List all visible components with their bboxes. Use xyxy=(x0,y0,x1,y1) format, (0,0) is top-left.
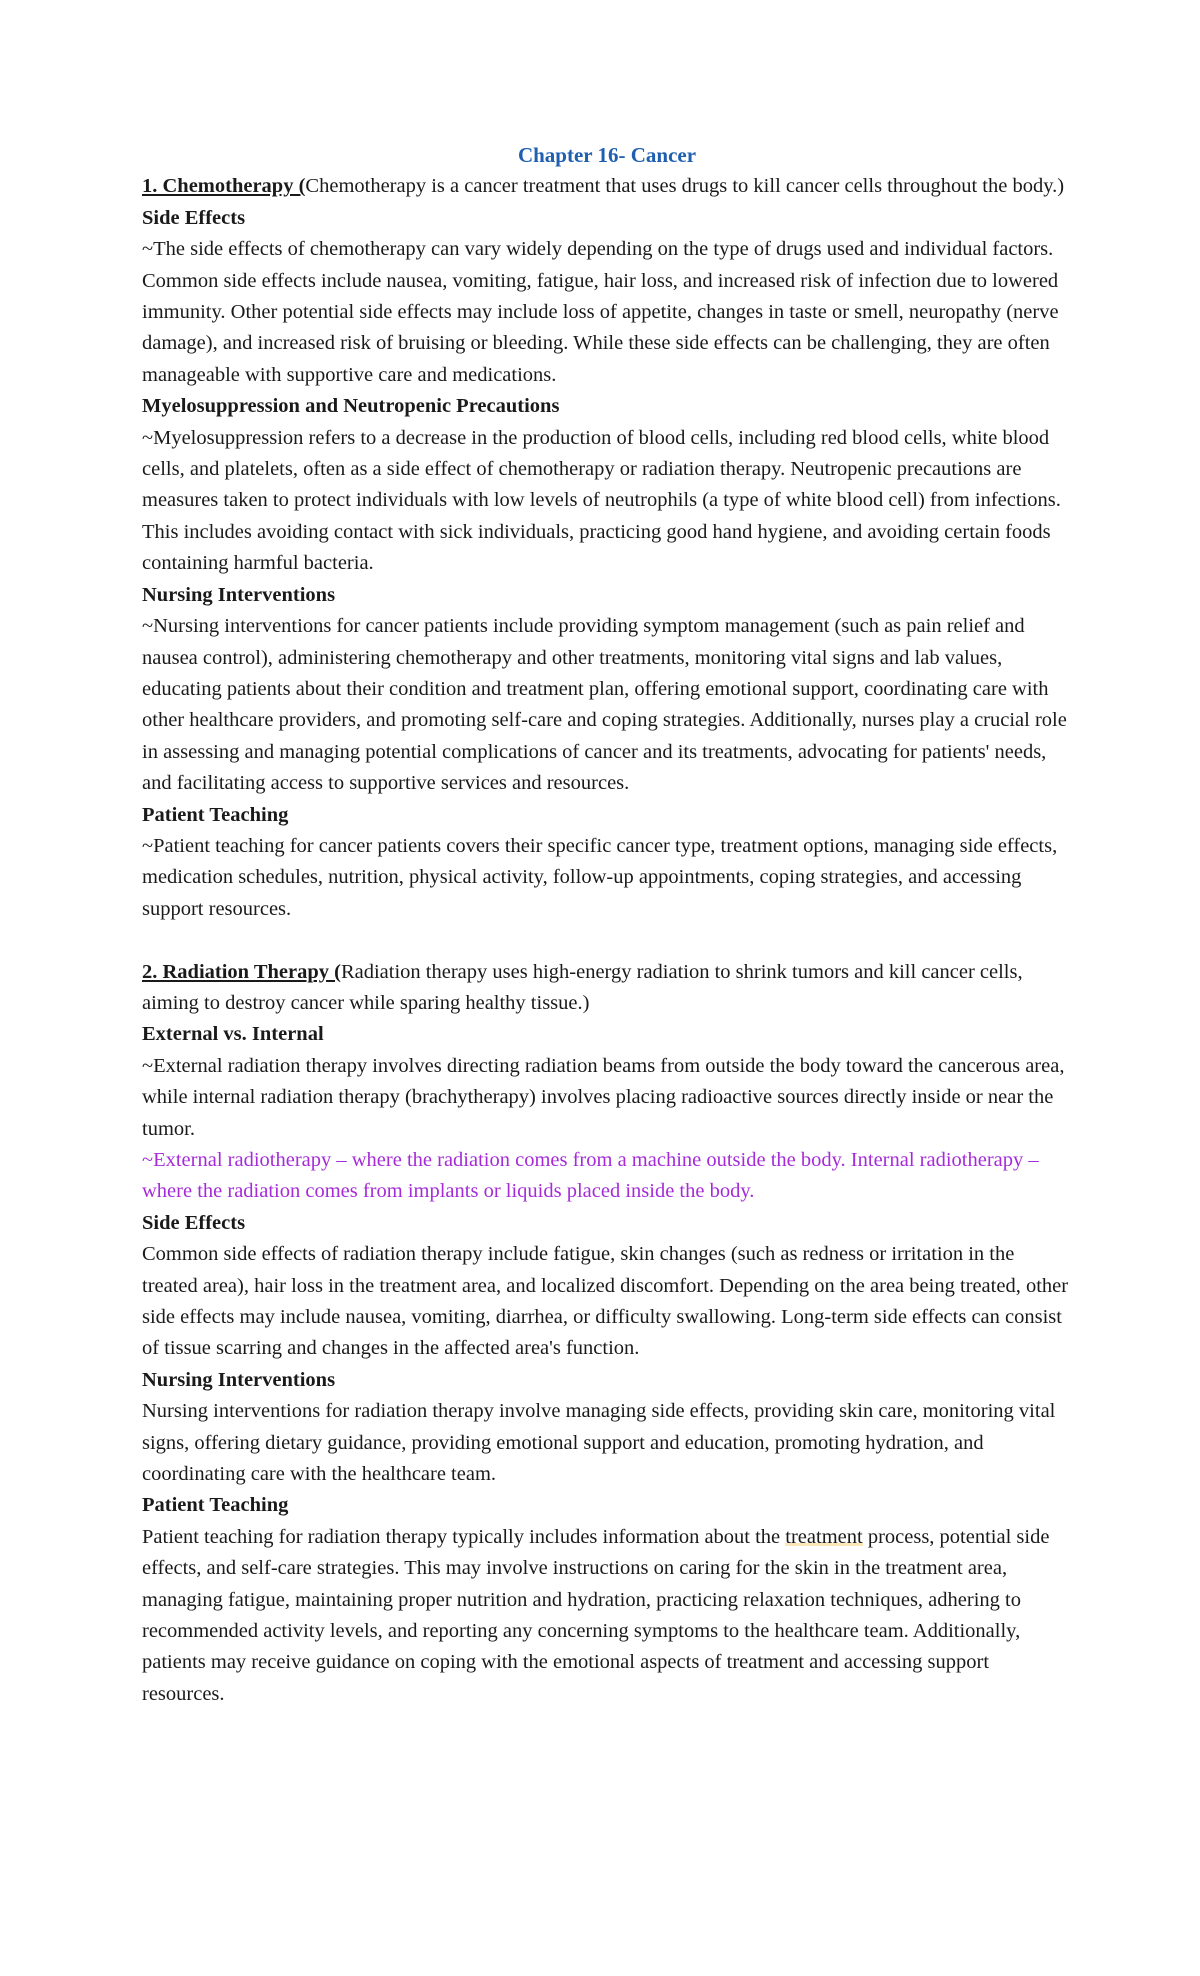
chemotherapy-intro xyxy=(142,171,1072,202)
chemo-teaching-text: ~Patient teaching for cancer patients covers their specific cancer type, treatment options, managing side effects, medication schedules, nutrition, physical activity, follow-up appointments, coping strategies, and accessing support resources. xyxy=(142,834,1058,920)
radiation-teaching-text xyxy=(142,1522,1072,1710)
chemotherapy-heading: 1. Chemotherapy ( xyxy=(142,175,306,198)
radiation-nursing-text: Nursing interventions for radiation therapy involve managing side effects, providing skin care, monitoring vital signs, offering dietary guidance, providing emotional support and education, promoting hydration, and coordinating care with the healthcare team. xyxy=(142,1400,1056,1486)
radiation-side-effects-heading: Side Effects xyxy=(142,1211,246,1234)
external-internal-text: ~External radiation therapy involves directing radiation beams from outside the body toward the cancerous area, while internal radiation therapy (brachytherapy) involves placing radioactive sources directly inside or near the tumor. xyxy=(142,1054,1065,1140)
radiation-teaching-text-part-a: Patient teaching for radiation therapy typically includes information about the xyxy=(142,1525,786,1548)
radiation-side-effects-text: Common side effects of radiation therapy include fatigue, skin changes (such as redness or irritation in the treated area), hair loss in the treatment area, and localized discomfort. Depending on the area being treated, other side effects may include nausea, vomiting, diarrhea, or difficulty swallowing. Long-term side effects can consist of tissue scarring and changes in the affected area's function. xyxy=(142,1243,1069,1360)
external-internal-heading: External vs. Internal xyxy=(142,1023,324,1046)
radiation-intro xyxy=(142,957,1072,1020)
chemotherapy-definition: Chemotherapy is a cancer treatment that uses drugs to kill cancer cells throughout the body.) xyxy=(305,175,1065,198)
radiation-nursing-heading: Nursing Interventions xyxy=(142,1368,336,1391)
highlighted-word: treatment xyxy=(785,1525,863,1548)
section-spacer xyxy=(142,925,1072,956)
chemo-nursing-heading: Nursing Interventions xyxy=(142,583,336,606)
chemo-side-effects-text: ~The side effects of chemotherapy can vary widely depending on the type of drugs used and individual factors. Common side effects include nausea, vomiting, fatigue, hair loss, and increased risk of infection due to lowered immunity. Other potential side effects may include loss of appetite, changes in taste or smell, neuropathy (nerve damage), and increased risk of bruising or bleeding. While these side effects can be challenging, they are often manageable with supportive care and medications. xyxy=(142,238,1059,386)
document-page xyxy=(142,140,1072,1710)
myelosuppression-heading: Myelosuppression and Neutropenic Precautions xyxy=(142,395,560,418)
chemo-side-effects-heading: Side Effects xyxy=(142,206,246,229)
external-internal-note: ~External radiotherapy – where the radiation comes from a machine outside the body. Internal radiotherapy – where the radiation comes from implants or liquids placed inside the body. xyxy=(142,1148,1039,1203)
radiation-heading: 2. Radiation Therapy ( xyxy=(142,960,341,983)
page-title: Chapter 16- Cancer xyxy=(517,143,697,167)
radiation-definition: Radiation therapy uses high-energy radiation to shrink tumors and kill cancer cells, aiming to destroy cancer while sparing healthy tissue.) xyxy=(142,960,1023,1014)
myelosuppression-text: ~Myelosuppression refers to a decrease in the production of blood cells, including red blood cells, white blood cells, and platelets, often as a side effect of chemotherapy or radiation therapy. Neutropenic precautions are measures taken to protect individuals with low levels of neutrophils (a type of white blood cell) from infections. This includes avoiding contact with sick individuals, practicing good hand hygiene, and avoiding certain foods containing harmful bacteria. xyxy=(142,426,1061,575)
chemo-teaching-heading: Patient Teaching xyxy=(142,803,289,826)
chemo-nursing-text: ~Nursing interventions for cancer patients include providing symptom management (such as pain relief and nausea control), administering chemotherapy and other treatments, monitoring vital signs and lab values, educating patients about their condition and treatment plan, offering emotional support, coordinating care with other healthcare providers, and promoting self-care and coping strategies. Additionally, nurses play a crucial role in assessing and managing potential complications of cancer and its treatments, advocating for patients' needs, and facilitating access to supportive services and resources. xyxy=(142,615,1067,795)
radiation-teaching-heading: Patient Teaching xyxy=(142,1494,289,1517)
radiation-teaching-text-part-b: process, potential side effects, and self-care strategies. This may involve instructions on caring for the skin in the treatment area, managing fatigue, maintaining proper nutrition and hydration, practicing relaxation techniques, adhering to recommended activity levels, and reporting any concerning symptoms to the healthcare team. Additionally, patients may receive guidance on coping with the emotional aspects of treatment and accessing support resources. xyxy=(142,1525,1050,1705)
